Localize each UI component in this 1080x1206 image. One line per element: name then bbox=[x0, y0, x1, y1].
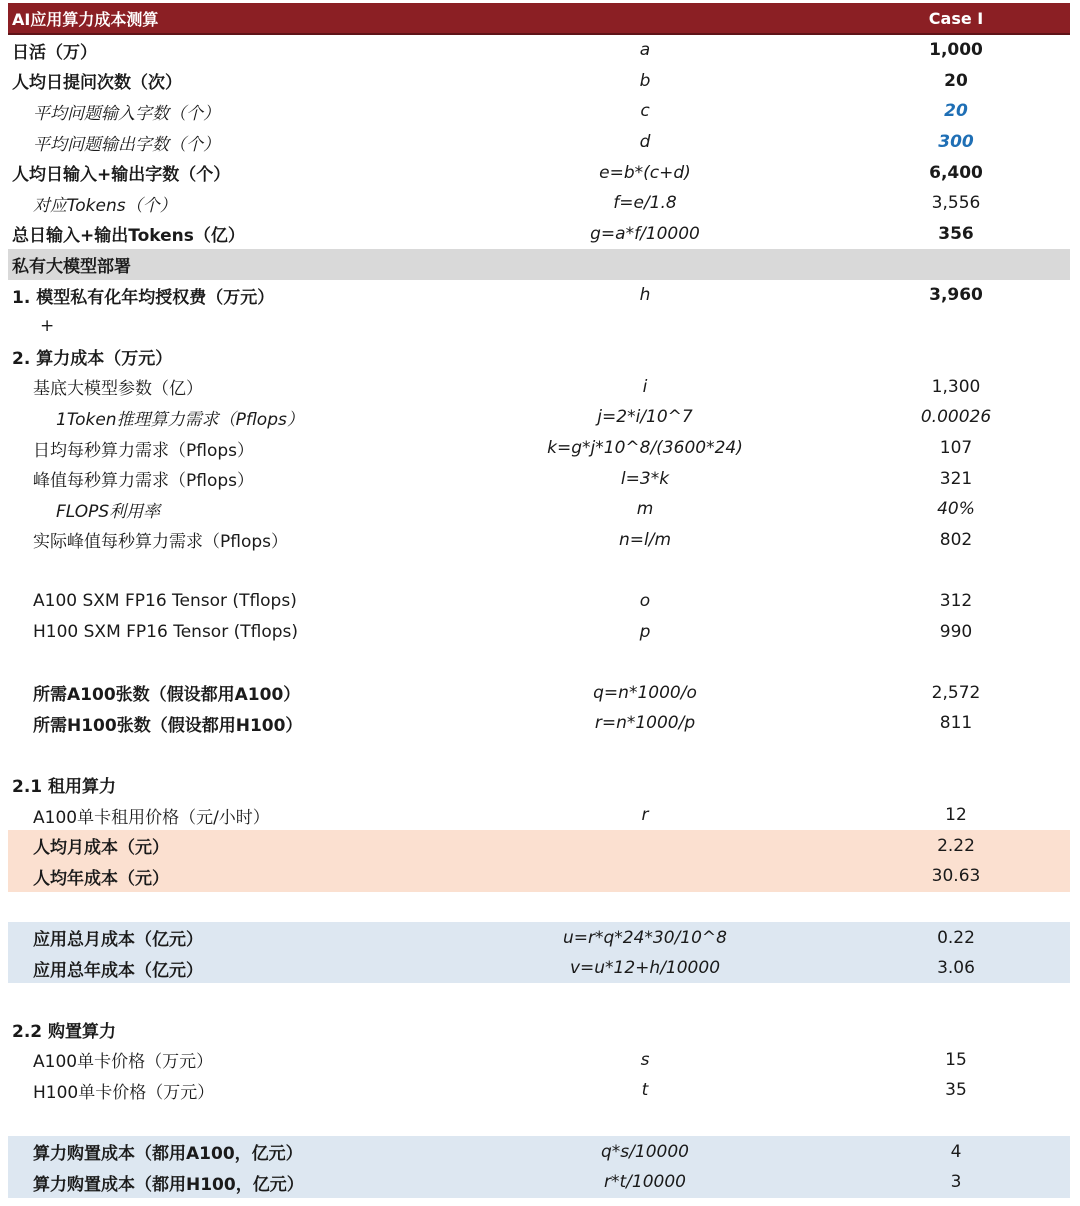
row-value: 30.63 bbox=[931, 866, 981, 887]
row-value: 321 bbox=[939, 468, 973, 489]
row-value: 1,300 bbox=[931, 376, 981, 397]
row-value: 3.06 bbox=[937, 958, 975, 979]
row-value: 6,400 bbox=[929, 162, 983, 183]
spacer-row bbox=[8, 983, 1070, 1014]
row-formula: c bbox=[640, 101, 650, 122]
highlight-row-blue bbox=[8, 953, 1070, 984]
highlight-row-peach bbox=[8, 861, 1070, 892]
table-row bbox=[8, 433, 1070, 464]
row-label: 私有大模型部署 bbox=[12, 256, 131, 277]
case-label: Case I bbox=[928, 8, 984, 28]
row-formula: f=e/1.8 bbox=[613, 193, 677, 214]
row-formula: r=n*1000/p bbox=[594, 713, 696, 734]
row-formula: s bbox=[640, 1049, 650, 1070]
row-label: 算力购置成本（都用H100，亿元） bbox=[33, 1174, 304, 1195]
table-row bbox=[8, 616, 1070, 647]
row-formula: e=b*(c+d) bbox=[599, 162, 691, 183]
row-label: 平均问题输入字数（个） bbox=[33, 103, 220, 124]
row-value: 2,572 bbox=[931, 682, 981, 703]
row-formula: a bbox=[639, 40, 651, 61]
row-formula: u=r*q*24*30/10^8 bbox=[563, 927, 727, 948]
table-row bbox=[8, 463, 1070, 494]
plus-sign: + bbox=[40, 315, 55, 336]
table-row bbox=[8, 280, 1070, 311]
row-label: 人均月成本（元） bbox=[33, 838, 169, 859]
row-value: 12 bbox=[945, 805, 967, 826]
row-label: 人均日提问次数（次） bbox=[12, 73, 182, 94]
row-label: 算力购置成本（都用A100，亿元） bbox=[33, 1144, 303, 1165]
table-row bbox=[8, 219, 1070, 250]
table-row bbox=[8, 341, 1070, 372]
row-formula: h bbox=[639, 285, 651, 306]
row-value: 4 bbox=[950, 1141, 962, 1162]
row-label: 所需A100张数（假设都用A100） bbox=[33, 685, 301, 706]
table-row bbox=[8, 494, 1070, 525]
row-label: 人均年成本（元） bbox=[33, 868, 169, 889]
row-value: 300 bbox=[938, 132, 974, 153]
row-label: 峰值每秒算力需求（Pflops） bbox=[33, 471, 255, 492]
table-row bbox=[8, 800, 1070, 831]
highlight-row-blue bbox=[8, 1167, 1070, 1198]
row-label: A100 SXM FP16 Tensor (Tflops) bbox=[33, 590, 297, 611]
row-formula: n=l/m bbox=[618, 529, 672, 550]
row-value: 20 bbox=[944, 70, 968, 91]
table-row bbox=[8, 372, 1070, 403]
row-value: 20 bbox=[944, 101, 968, 122]
table-row bbox=[8, 310, 1070, 341]
row-label: 应用总月成本（亿元） bbox=[33, 930, 203, 951]
row-label: A100单卡价格（万元） bbox=[33, 1052, 214, 1073]
row-value: 990 bbox=[939, 621, 973, 642]
table-title: AI应用算力成本测算 bbox=[12, 9, 159, 29]
row-value: 312 bbox=[939, 590, 973, 611]
row-label: 2.1 租用算力 bbox=[12, 777, 117, 798]
row-label: 应用总年成本（亿元） bbox=[33, 960, 203, 981]
row-value: 802 bbox=[939, 529, 973, 550]
row-value: 3,960 bbox=[929, 285, 983, 306]
row-label: H100 SXM FP16 Tensor (Tflops) bbox=[33, 621, 298, 642]
row-label: 对应Tokens（个） bbox=[33, 195, 177, 216]
row-formula: p bbox=[639, 621, 651, 642]
table-row bbox=[8, 525, 1070, 556]
row-value: 107 bbox=[939, 438, 973, 459]
row-label: 人均日输入+输出字数（个） bbox=[12, 165, 231, 186]
row-formula: j=2*i/10^7 bbox=[597, 407, 693, 428]
row-value: 35 bbox=[945, 1080, 967, 1101]
row-value: 3,556 bbox=[931, 193, 981, 214]
row-label: 基底大模型参数（亿） bbox=[33, 379, 203, 400]
row-formula: t bbox=[641, 1080, 649, 1101]
row-formula: m bbox=[636, 499, 654, 520]
table-row bbox=[8, 35, 1070, 66]
row-label: A100单卡租用价格（元/小时） bbox=[33, 807, 270, 828]
table-row bbox=[8, 1075, 1070, 1106]
row-label: 2. 算力成本（万元） bbox=[12, 348, 173, 369]
row-label: 1Token推理算力需求（Pflops） bbox=[56, 409, 304, 430]
row-label: 2.2 购置算力 bbox=[12, 1021, 117, 1042]
table-row bbox=[8, 127, 1070, 158]
row-label: 平均问题输出字数（个） bbox=[33, 134, 220, 155]
spacer-row bbox=[8, 647, 1070, 678]
highlight-row-blue bbox=[8, 922, 1070, 953]
table-row bbox=[8, 402, 1070, 433]
table-header bbox=[8, 3, 1070, 35]
table-row bbox=[8, 586, 1070, 617]
table-row bbox=[8, 708, 1070, 739]
row-formula: g=a*f/10000 bbox=[590, 223, 700, 244]
row-formula: d bbox=[639, 132, 651, 153]
row-value: 811 bbox=[939, 713, 973, 734]
spacer-row bbox=[8, 892, 1070, 923]
spacer-row bbox=[8, 555, 1070, 586]
row-formula: k=g*j*10^8/(3600*24) bbox=[547, 438, 743, 459]
row-formula: v=u*12+h/10000 bbox=[569, 958, 721, 979]
table-row bbox=[8, 157, 1070, 188]
row-value: 3 bbox=[950, 1172, 962, 1193]
row-label: H100单卡价格（万元） bbox=[33, 1082, 215, 1103]
row-formula: l=3*k bbox=[620, 468, 670, 489]
row-label: 日均每秒算力需求（Pflops） bbox=[33, 440, 255, 461]
row-formula: i bbox=[642, 376, 648, 397]
spacer-row bbox=[8, 739, 1070, 770]
row-formula: r bbox=[641, 805, 649, 826]
spacer-row bbox=[8, 1106, 1070, 1137]
row-formula: q=n*1000/o bbox=[593, 682, 697, 703]
highlight-row-peach bbox=[8, 830, 1070, 861]
table-row bbox=[8, 677, 1070, 708]
row-label: 日活（万） bbox=[12, 42, 97, 63]
row-formula: o bbox=[639, 590, 651, 611]
row-value: 356 bbox=[938, 223, 974, 244]
row-value: 2.22 bbox=[937, 835, 975, 856]
row-label: 1. 模型私有化年均授权费（万元） bbox=[12, 287, 275, 308]
row-value: 40% bbox=[937, 499, 975, 520]
row-value: 15 bbox=[945, 1049, 967, 1070]
row-value: 0.00026 bbox=[920, 407, 992, 428]
section-header-purchase bbox=[8, 1014, 1070, 1045]
row-label: 所需H100张数（假设都用H100） bbox=[33, 715, 303, 736]
section-header-rent bbox=[8, 769, 1070, 800]
table-row bbox=[8, 66, 1070, 97]
row-value: 1,000 bbox=[929, 40, 983, 61]
row-label: FLOPS利用率 bbox=[56, 501, 161, 522]
cost-table bbox=[8, 3, 1070, 1198]
table-row bbox=[8, 188, 1070, 219]
row-formula: r*t/10000 bbox=[604, 1172, 686, 1193]
table-row bbox=[8, 1045, 1070, 1076]
highlight-row-blue bbox=[8, 1136, 1070, 1167]
row-label: 总日输入+输出Tokens（亿） bbox=[12, 226, 245, 247]
row-formula: b bbox=[639, 70, 651, 91]
row-value: 0.22 bbox=[937, 927, 975, 948]
row-formula: q*s/10000 bbox=[601, 1141, 689, 1162]
row-label: 实际峰值每秒算力需求（Pflops） bbox=[33, 532, 289, 553]
section-header-private-model bbox=[8, 249, 1070, 280]
table-row bbox=[8, 96, 1070, 127]
